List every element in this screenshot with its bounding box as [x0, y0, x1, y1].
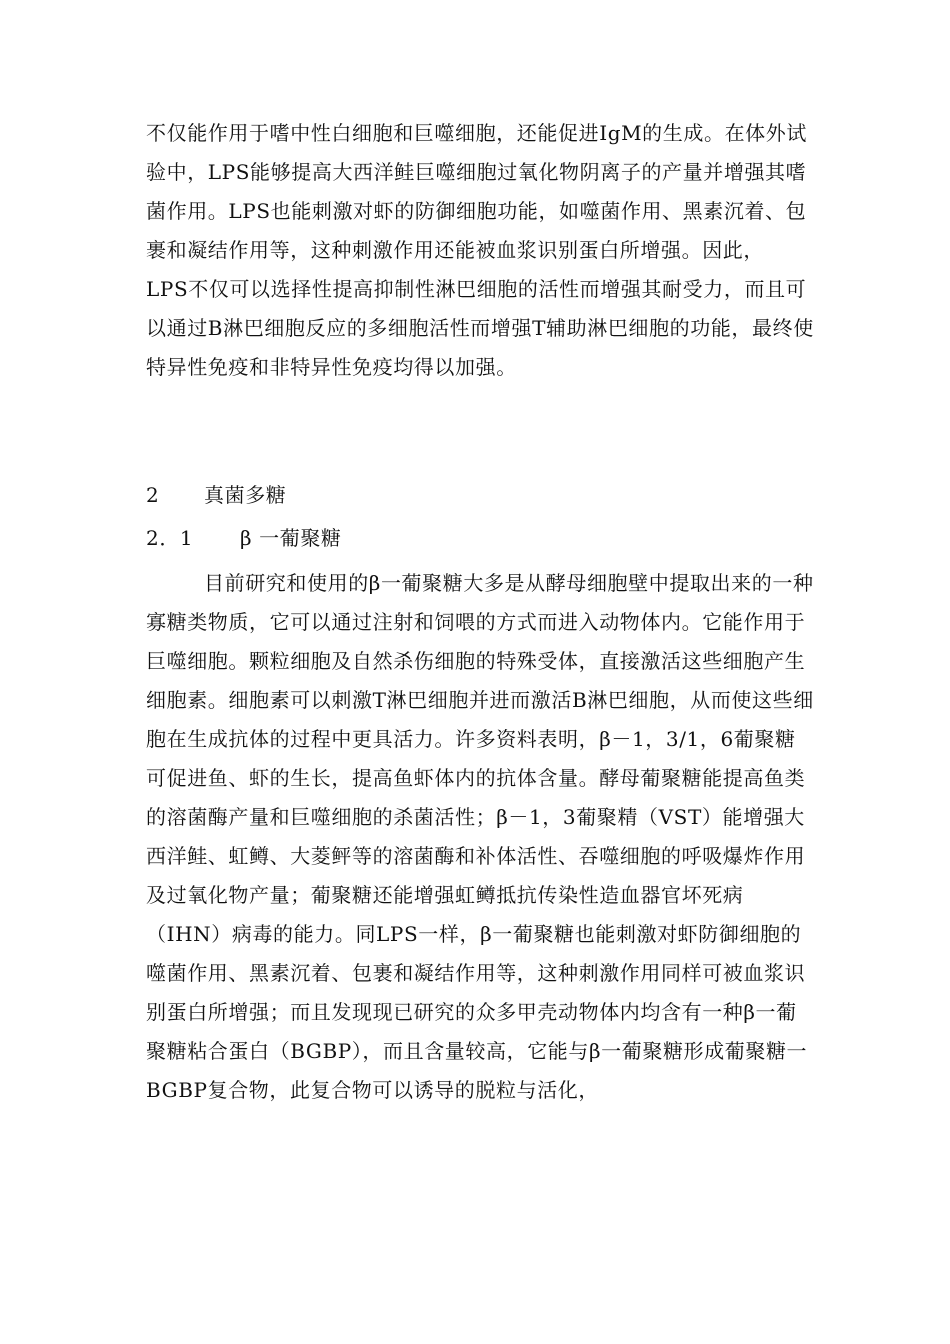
body-paragraph-lps: 不仅能作用于嗜中性白细胞和巨噬细胞，还能促进IgM的生成。在体外试验中，LPS能够提高大西洋鲑巨噬细胞过氧化物阴离子的产量并增强其嗜菌作用。LPS也能刺激对虾的防御细胞功能，如噬菌作用、黑素沉着、包裹和凝结作用等，这种刺激作用还能被血浆识别蛋白所增强。因此， LPS不仅可以选择性提高抑制性淋巴细胞的活性而增强其耐受力，而且可以通过B淋巴细胞反应的多细胞活性而增强T辅助淋巴细胞的功能，最终使特异性免疫和非特异性免疫均得以加强。	[146, 121, 814, 379]
subsection-number: 2．1	[146, 526, 194, 550]
body-paragraph-glucan: 目前研究和使用的β一葡聚糖大多是从酵母细胞壁中提取出来的一种寡糖类物质，它可以通过注射和饲喂的方式而进入动物体内。它能作用于巨噬细胞。颗粒细胞及自然杀伤细胞的特殊受体，直接激活这些细胞产生细胞素。细胞素可以刺激T淋巴细胞并进而激活B淋巴细胞，从而使这些细胞在生成抗体的过程中更具活力。许多资料表明，β－1，3/1，6葡聚糖可促进鱼、虾的生长，提高鱼虾体内的抗体含量。酵母葡聚糖能提高鱼类的溶菌酶产量和巨噬细胞的杀菌活性；β－1，3葡聚精（VST）能增强大西洋鲑、虹鳟、大菱鲆等的溶菌酶和补体活性、吞噬细胞的呼吸爆炸作用及过氧化物产量；葡聚糖还能增强虹鳟抵抗传染性造血器官坏死病（IHN）病毒的能力。同LPS一样，β一葡聚糖也能刺激对虾防御细胞的噬菌作用、黑素沉着、包裹和凝结作用等，这种刺激作用同样可被血浆识别蛋白所增强；而且发现现已研究的众多甲壳动物体内均含有一种β一葡聚糖粘合蛋白（BGBP），而且含量较高，它能与β一葡聚糖形成葡聚糖一BGBP复合物，此复合物可以诱导的脱粒与活化，	[146, 571, 814, 1102]
section-heading-2	[146, 476, 286, 515]
subsection-title: β 一葡聚糖	[240, 526, 342, 550]
section-number: 2	[146, 483, 160, 507]
section-title: 真菌多糖	[204, 483, 287, 507]
section-heading-2-1	[146, 519, 342, 558]
